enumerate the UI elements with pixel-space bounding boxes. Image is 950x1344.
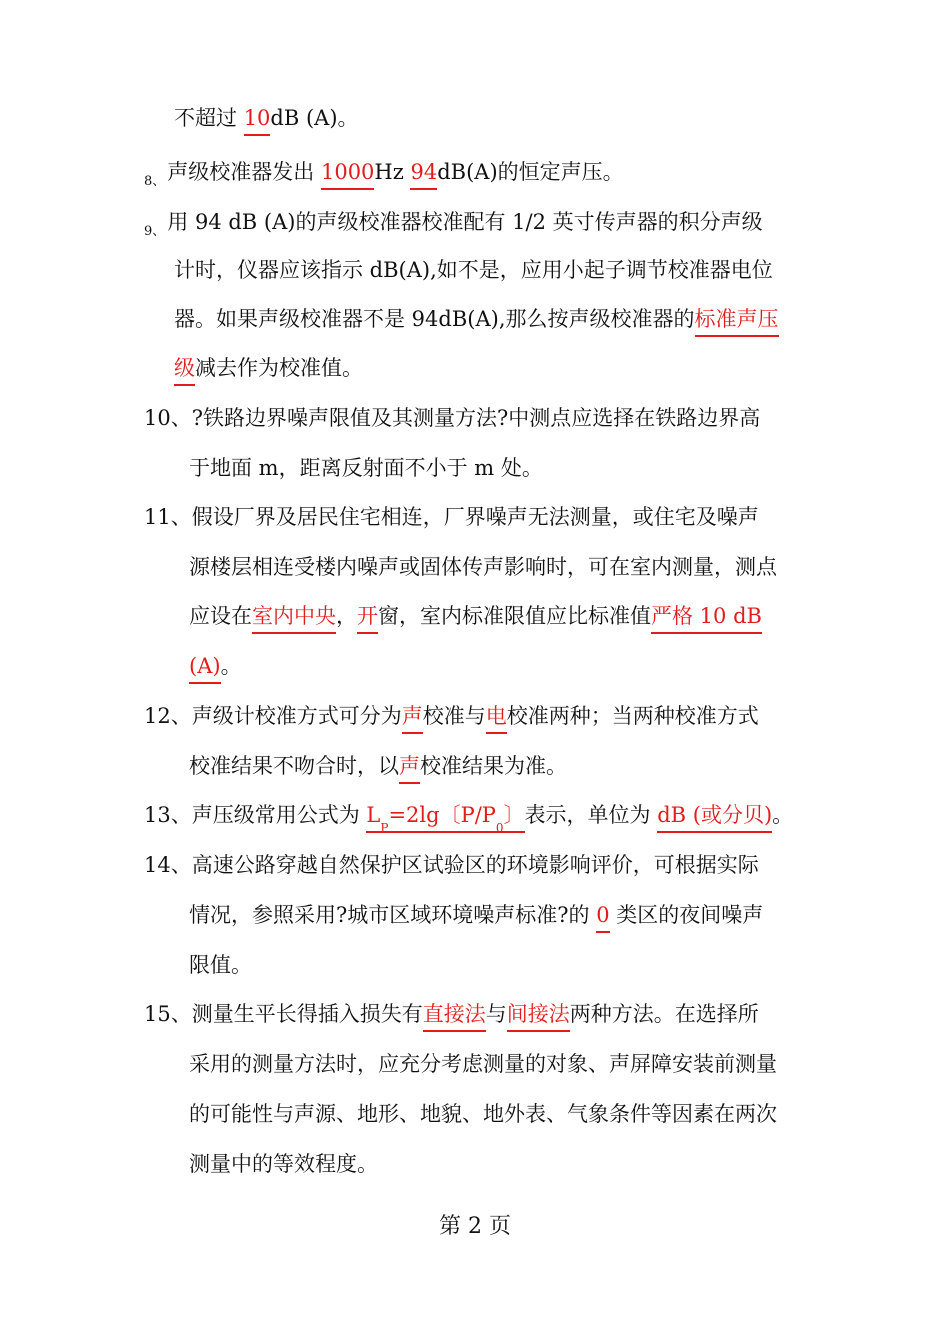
question-11-line-3: 应设在室内中央，开窗，室内标准限值应比标准值严格 10 dB [189, 602, 762, 630]
answer-blank: dB (或分贝) [657, 803, 772, 833]
question-15-line-2: 采用的测量方法时，应充分考虑测量的对象、声屏障安装前测量 [189, 1052, 777, 1076]
answer-blank: 声 [402, 704, 423, 734]
question-14-line-2: 情况，参照采用?城市区域环境噪声标准?的 0 类区的夜间噪声 [189, 901, 763, 929]
question-12-line-2: 校准结果不吻合时，以声校准结果为准。 [189, 752, 567, 780]
question-15-line-3: 的可能性与声源、地形、地貌、地外表、气象条件等因素在两次 [189, 1102, 777, 1126]
question-12-line-1: 12、声级计校准方式可分为声校准与电校准两种；当两种校准方式 [144, 702, 759, 730]
question-8: $_{8、}$声级校准器发出 1000Hz 94dB(A)的恒定声压。 [144, 160, 624, 189]
question-15-line-1: 15、测量生平长得插入损失有直接法与间接法两种方法。在选择所 [144, 1000, 759, 1028]
question-10-line-2: 于地面 m，距离反射面不小于 m 处。 [189, 456, 543, 480]
answer-blank: 直接法 [423, 1002, 486, 1032]
answer-blank: (A) [189, 654, 221, 684]
question-number: 15、 [144, 1002, 192, 1026]
answer-blank: 声 [399, 754, 420, 784]
answer-blank: 标准声压 [695, 307, 779, 337]
question-number: 8、 [144, 174, 166, 189]
formula: $L_P=2\lg$〔$P/P_0$〕 [366, 803, 525, 835]
question-number: 10、 [144, 406, 192, 430]
answer-blank: 开 [357, 604, 378, 634]
answer-blank: 间接法 [507, 1002, 570, 1032]
question-number: 14、 [144, 853, 192, 877]
question-9-line-3: 器。如果声级校准器不是 94dB(A),那么按声级校准器的标准声压 [174, 305, 779, 333]
answer-blank: 10 [244, 106, 271, 136]
question-number: 12、 [144, 704, 192, 728]
question-14-line-1: 14、高速公路穿越自然保护区试验区的环境影响评价，可根据实际 [144, 853, 759, 877]
question-13: 13、声压级常用公式为 $L_P=2\lg$〔$P/P_0$〕表示，单位为 dB (或分贝)。 [144, 803, 794, 835]
answer-blank: 严格 10 dB [651, 604, 762, 634]
q7-continuation: 不超过 10dB (A)。 [174, 104, 359, 132]
question-14-line-3: 限值。 [189, 953, 252, 977]
answer-blank: 94 [410, 160, 437, 190]
question-10-line-1: 10、?铁路边界噪声限值及其测量方法?中测点应选择在铁路边界高 [144, 406, 761, 430]
question-9-line-4: 级减去作为校准值。 [174, 354, 363, 382]
answer-blank: 室内中央 [252, 604, 336, 634]
question-11-line-4: (A)。 [189, 652, 242, 680]
question-15-line-4: 测量中的等效程度。 [189, 1152, 378, 1176]
answer-blank: 级 [174, 356, 195, 386]
answer-blank: 电 [486, 704, 507, 734]
question-11-line-1: 11、假设厂界及居民住宅相连，厂界噪声无法测量，或住宅及噪声 [144, 505, 759, 529]
question-number: 9、 [144, 224, 166, 239]
answer-blank: 1000 [321, 160, 374, 190]
answer-blank: 0 [596, 903, 609, 933]
question-9-line-1: $_{9、}$用 94 dB (A)的声级校准器校准配有 1/2 英寸传声器的积分声级 [144, 210, 763, 239]
question-9-line-2: 计时，仪器应该指示 dB(A),如不是，应用小起子调节校准器电位 [174, 258, 773, 282]
question-11-line-2: 源楼层相连受楼内噪声或固体传声影响时，可在室内测量，测点 [189, 555, 777, 579]
question-number: 11、 [144, 505, 192, 529]
page-number: 第 2 页 [439, 1214, 511, 1239]
question-number: 13、 [144, 803, 192, 827]
